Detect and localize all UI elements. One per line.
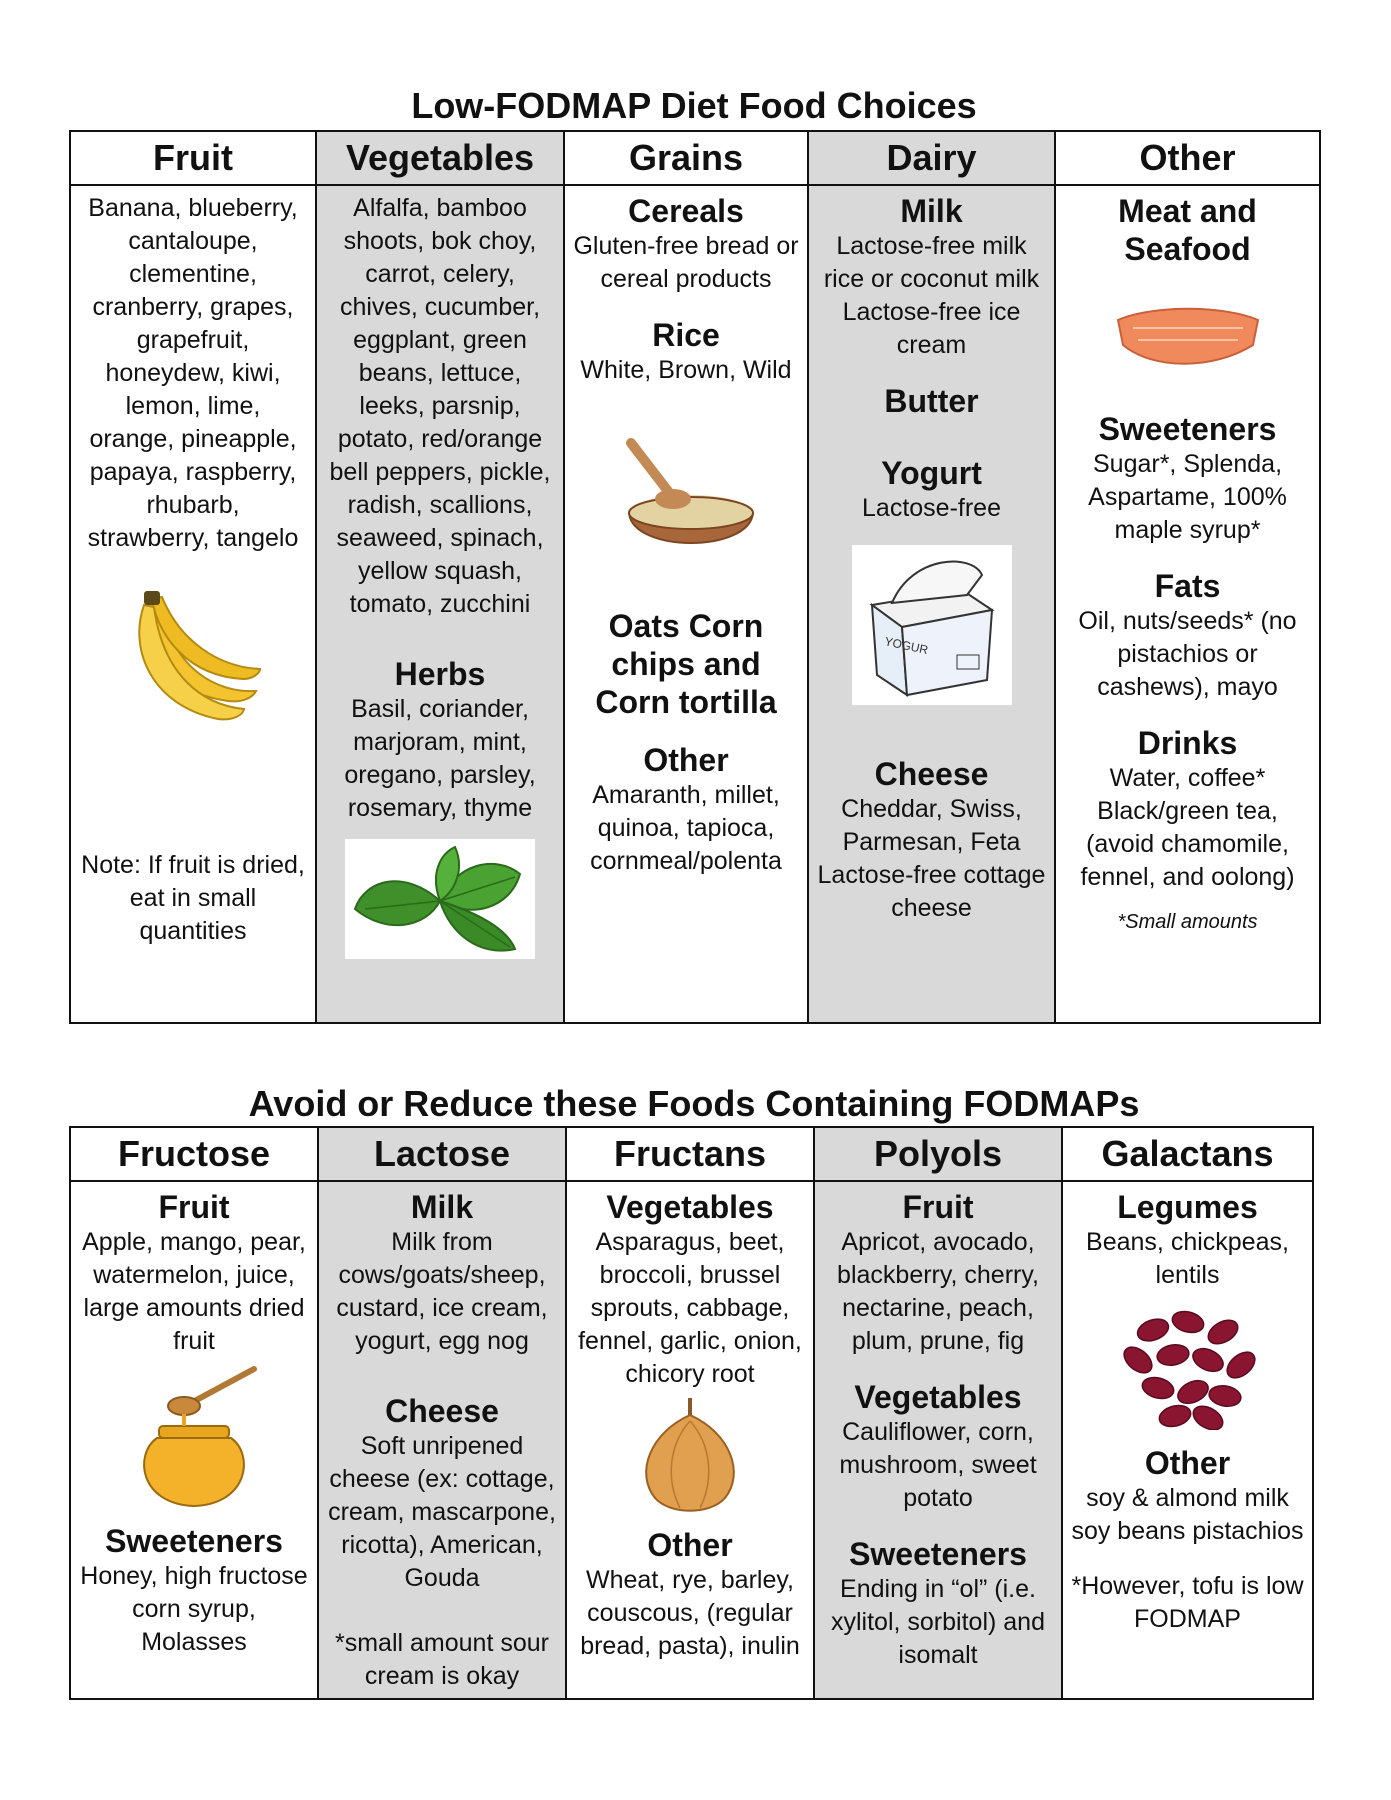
banana-icon bbox=[118, 581, 268, 731]
yogurt-heading: Yogurt bbox=[881, 455, 982, 491]
header-lactose: Lactose bbox=[318, 1127, 566, 1181]
honey-jar-icon bbox=[129, 1364, 259, 1514]
herbs-list: Basil, coriander, marjoram, mint, oregano, parsley, rosemary, thyme bbox=[344, 695, 536, 822]
dairy-cell bbox=[808, 185, 1055, 1023]
grains-other-list: Amaranth, millet, quinoa, tapioca, cornmeal/polenta bbox=[590, 781, 782, 875]
milk-heading: Milk bbox=[900, 193, 963, 229]
sweeteners-heading: Sweeteners bbox=[1098, 411, 1277, 447]
header-fructose: Fructose bbox=[70, 1127, 318, 1181]
table2-title: Avoid or Reduce these Foods Containing FODMAPs bbox=[248, 1083, 1140, 1124]
fructans-other-heading: Other bbox=[647, 1527, 733, 1563]
cheese-list: Cheddar, Swiss, Parmesan, Feta Lactose-free cottage cheese bbox=[817, 795, 1046, 922]
fructans-other-list: Wheat, rye, barley, couscous, (regular bread, pasta), inulin bbox=[580, 1566, 800, 1660]
kidney-beans-icon bbox=[1113, 1300, 1263, 1430]
grains-other-heading: Other bbox=[643, 742, 729, 778]
header-other: Other bbox=[1055, 131, 1320, 185]
yogurt-carton-icon bbox=[852, 545, 1012, 705]
lactose-milk-list: Milk from cows/goats/sheep, custard, ice cream, yogurt, egg nog bbox=[336, 1228, 548, 1355]
butter-heading: Butter bbox=[884, 383, 979, 419]
header-grains: Grains bbox=[564, 131, 808, 185]
yogurt-label-text: YOGUR bbox=[882, 634, 929, 658]
oats-bowl-icon bbox=[611, 433, 761, 563]
salmon-fillet-icon bbox=[1113, 290, 1263, 390]
legumes-list: Beans, chickpeas, lentils bbox=[1086, 1228, 1289, 1289]
grains-cell bbox=[564, 185, 808, 1023]
lactose-cheese-heading: Cheese bbox=[385, 1393, 499, 1429]
fruit-note: Note: If fruit is dried, eat in small quantities bbox=[81, 851, 305, 945]
lactose-milk-heading: Milk bbox=[410, 1189, 474, 1225]
legumes-heading: Legumes bbox=[1117, 1189, 1258, 1225]
polyols-veg-heading: Vegetables bbox=[854, 1379, 1022, 1415]
cheese-heading: Cheese bbox=[874, 756, 989, 792]
galactans-other-heading: Other bbox=[1144, 1445, 1231, 1481]
fructose-sweeteners-heading: Sweeteners bbox=[105, 1523, 283, 1559]
meat-heading: Meat and Seafood bbox=[1118, 193, 1257, 267]
fruit-list: Banana, blueberry, cantaloupe, clementine, cranberry, grapes, grapefruit, honeydew, kiwi, lemon, lime, orange, pineapple, papaya, raspberry, rhubarb, strawberry, tangelo bbox=[87, 194, 299, 552]
lactose-cheese-list: Soft unripened cheese (ex: cottage, cream, mascarpone, ricotta), American, Gouda bbox=[328, 1432, 556, 1592]
lactose-cell bbox=[318, 1181, 566, 1699]
header-dairy: Dairy bbox=[808, 131, 1055, 185]
oats-heading: Oats Corn chips and Corn tortilla bbox=[595, 608, 777, 720]
fats-list: Oil, nuts/seeds* (no pistachios or cashews), mayo bbox=[1078, 607, 1297, 701]
rice-heading: Rice bbox=[652, 317, 720, 353]
cereals-heading: Cereals bbox=[628, 193, 744, 229]
drinks-heading: Drinks bbox=[1137, 725, 1238, 761]
other-cell bbox=[1055, 185, 1320, 1023]
polyols-fruit-list: Apricot, avocado, blackberry, cherry, nectarine, peach, plum, prune, fig bbox=[837, 1228, 1039, 1355]
fats-heading: Fats bbox=[1154, 568, 1221, 604]
sour-cream-note: *small amount sour cream is okay bbox=[335, 1629, 549, 1690]
yogurt-list: Lactose-free bbox=[862, 494, 1001, 522]
rice-list: White, Brown, Wild bbox=[580, 356, 792, 384]
low-fodmap-table bbox=[69, 130, 1321, 1024]
fructans-veg-heading: Vegetables bbox=[606, 1189, 774, 1225]
polyols-veg-list: Cauliflower, corn, mushroom, sweet potato bbox=[839, 1418, 1037, 1512]
polyols-sweeteners-heading: Sweeteners bbox=[849, 1536, 1027, 1572]
fructose-cell bbox=[70, 1181, 318, 1699]
small-amounts-note: *Small amounts bbox=[1117, 911, 1258, 933]
fructans-cell bbox=[566, 1181, 814, 1699]
header-polyols: Polyols bbox=[814, 1127, 1062, 1181]
onion-icon bbox=[630, 1393, 750, 1518]
milk-list: Lactose-free milk rice or coconut milk Lactose-free ice cream bbox=[823, 232, 1040, 359]
galactans-cell bbox=[1062, 1181, 1313, 1699]
polyols-cell bbox=[814, 1181, 1062, 1699]
fructose-sweeteners-list: Honey, high fructose corn syrup, Molasses bbox=[80, 1562, 308, 1656]
fructans-veg-list: Asparagus, beet, broccoli, brussel sprouts, cabbage, fennel, garlic, onion, chicory root bbox=[578, 1228, 802, 1388]
header-galactans: Galactans bbox=[1062, 1127, 1313, 1181]
header-fructans: Fructans bbox=[566, 1127, 814, 1181]
sweeteners-list: Sugar*, Splenda, Aspartame, 100% maple syrup* bbox=[1088, 450, 1287, 544]
basil-icon bbox=[345, 839, 535, 959]
herbs-heading: Herbs bbox=[394, 656, 486, 692]
drinks-list: Water, coffee* Black/green tea, (avoid chamomile, fennel, and oolong) bbox=[1080, 764, 1295, 891]
vegetables-cell bbox=[316, 185, 564, 1023]
cereals-list: Gluten-free bread or cereal products bbox=[573, 232, 799, 293]
vegetables-list: Alfalfa, bamboo shoots, bok choy, carrot, celery, chives, cucumber, eggplant, green beans, lettuce, leeks, parsnip, potato, red/orange bell peppers, pickle, radish, scallions, seaweed, spinach, yellow squash, tomato, zucchini bbox=[329, 194, 551, 618]
avoid-fodmap-table bbox=[69, 1126, 1314, 1700]
tofu-note: *However, tofu is low FODMAP bbox=[1071, 1572, 1304, 1633]
header-vegetables: Vegetables bbox=[316, 131, 564, 185]
fructose-fruit-heading: Fruit bbox=[158, 1189, 230, 1225]
fruit-cell bbox=[70, 185, 316, 1023]
table1-title: Low-FODMAP Diet Food Choices bbox=[411, 85, 977, 126]
header-fruit: Fruit bbox=[70, 131, 316, 185]
polyols-sweeteners-list: Ending in “ol” (i.e. xylitol, sorbitol) and isomalt bbox=[831, 1575, 1045, 1669]
galactans-other-list: soy & almond milk soy beans pistachios bbox=[1071, 1484, 1304, 1545]
polyols-fruit-heading: Fruit bbox=[902, 1189, 974, 1225]
fructose-fruit-list: Apple, mango, pear, watermelon, juice, large amounts dried fruit bbox=[82, 1228, 306, 1355]
